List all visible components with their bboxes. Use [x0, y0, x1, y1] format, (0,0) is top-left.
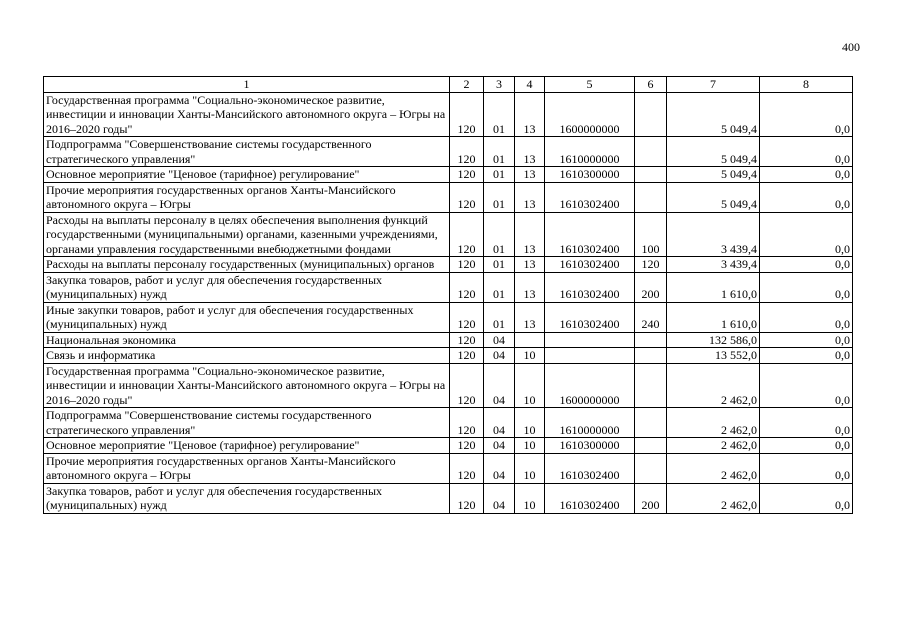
- admin-code-cell: 120: [450, 363, 484, 408]
- admin-code-cell: 120: [450, 167, 484, 183]
- subsection-cell: 13: [515, 182, 545, 212]
- section-cell: 04: [484, 332, 515, 348]
- amount-cell: 1 610,0: [667, 272, 760, 302]
- section-cell: 04: [484, 363, 515, 408]
- admin-code-cell: 120: [450, 483, 484, 513]
- amount-cell: 2 462,0: [667, 453, 760, 483]
- target-article-cell: 1610300000: [545, 438, 635, 454]
- amount-change-cell: 0,0: [760, 483, 853, 513]
- header-cell: 7: [667, 77, 760, 93]
- admin-code-cell: 120: [450, 257, 484, 273]
- amount-cell: 5 049,4: [667, 92, 760, 137]
- table-body: [44, 77, 853, 514]
- admin-code-cell: 120: [450, 348, 484, 364]
- table-row: [44, 483, 853, 513]
- page-number: 400: [842, 40, 860, 54]
- header-cell: 6: [635, 77, 667, 93]
- row-description-cell: Основное мероприятие "Ценовое (тарифное) регулирование": [44, 167, 450, 183]
- amount-cell: 1 610,0: [667, 302, 760, 332]
- subsection-cell: 13: [515, 212, 545, 257]
- amount-change-cell: 0,0: [760, 408, 853, 438]
- target-article-cell: 1610302400: [545, 182, 635, 212]
- subsection-cell: 10: [515, 363, 545, 408]
- expense-type-cell: [635, 137, 667, 167]
- admin-code-cell: 120: [450, 453, 484, 483]
- header-cell: 4: [515, 77, 545, 93]
- target-article-cell: 1610000000: [545, 137, 635, 167]
- target-article-cell: 1610302400: [545, 483, 635, 513]
- expense-type-cell: [635, 438, 667, 454]
- admin-code-cell: 120: [450, 212, 484, 257]
- table-row: [44, 272, 853, 302]
- table-row: [44, 408, 853, 438]
- row-description-cell: Национальная экономика: [44, 332, 450, 348]
- section-cell: 04: [484, 453, 515, 483]
- section-cell: 01: [484, 272, 515, 302]
- row-description-cell: Подпрограмма "Совершенствование системы государственного стратегического управления": [44, 408, 450, 438]
- admin-code-cell: 120: [450, 272, 484, 302]
- target-article-cell: 1610300000: [545, 167, 635, 183]
- amount-cell: 3 439,4: [667, 212, 760, 257]
- table-row: [44, 332, 853, 348]
- expense-type-cell: 200: [635, 272, 667, 302]
- amount-change-cell: 0,0: [760, 438, 853, 454]
- table-row: [44, 212, 853, 257]
- row-description-cell: Расходы на выплаты персоналу в целях обеспечения выполнения функций государственными (муниципальными) органами, казенными учреждениями, органами управления государственными внебюджетными фондами: [44, 212, 450, 257]
- section-cell: 01: [484, 302, 515, 332]
- expense-type-cell: [635, 348, 667, 364]
- budget-table: [43, 76, 853, 514]
- amount-cell: 13 552,0: [667, 348, 760, 364]
- target-article-cell: 1610302400: [545, 257, 635, 273]
- expense-type-cell: [635, 332, 667, 348]
- section-cell: 04: [484, 408, 515, 438]
- table-row: [44, 182, 853, 212]
- subsection-cell: 13: [515, 92, 545, 137]
- header-cell: 2: [450, 77, 484, 93]
- expense-type-cell: [635, 92, 667, 137]
- amount-change-cell: 0,0: [760, 257, 853, 273]
- section-cell: 01: [484, 167, 515, 183]
- table-row: [44, 257, 853, 273]
- amount-change-cell: 0,0: [760, 363, 853, 408]
- target-article-cell: 1610302400: [545, 302, 635, 332]
- target-article-cell: 1610302400: [545, 212, 635, 257]
- amount-change-cell: 0,0: [760, 332, 853, 348]
- table-row: [44, 363, 853, 408]
- row-description-cell: Подпрограмма "Совершенствование системы государственного стратегического управления": [44, 137, 450, 167]
- subsection-cell: 10: [515, 453, 545, 483]
- table-row: [44, 348, 853, 364]
- row-description-cell: Иные закупки товаров, работ и услуг для обеспечения государственных (муниципальных) нужд: [44, 302, 450, 332]
- admin-code-cell: 120: [450, 302, 484, 332]
- subsection-cell: 10: [515, 483, 545, 513]
- section-cell: 04: [484, 348, 515, 364]
- section-cell: 01: [484, 212, 515, 257]
- amount-cell: 5 049,4: [667, 182, 760, 212]
- target-article-cell: [545, 332, 635, 348]
- section-cell: 01: [484, 257, 515, 273]
- row-description-cell: Прочие мероприятия государственных органов Ханты-Мансийского автономного округа – Югры: [44, 182, 450, 212]
- subsection-cell: [515, 332, 545, 348]
- row-description-cell: Закупка товаров, работ и услуг для обеспечения государственных (муниципальных) нужд: [44, 272, 450, 302]
- expense-type-cell: [635, 363, 667, 408]
- table-header-row: [44, 77, 853, 93]
- amount-change-cell: 0,0: [760, 302, 853, 332]
- target-article-cell: 1610000000: [545, 408, 635, 438]
- section-cell: 04: [484, 438, 515, 454]
- expense-type-cell: [635, 408, 667, 438]
- table-row: [44, 167, 853, 183]
- amount-cell: 2 462,0: [667, 438, 760, 454]
- table-row: [44, 438, 853, 454]
- amount-cell: 5 049,4: [667, 137, 760, 167]
- amount-change-cell: 0,0: [760, 137, 853, 167]
- table-row: [44, 302, 853, 332]
- target-article-cell: 1610302400: [545, 453, 635, 483]
- header-cell: 5: [545, 77, 635, 93]
- amount-cell: 5 049,4: [667, 167, 760, 183]
- amount-change-cell: 0,0: [760, 92, 853, 137]
- row-description-cell: Государственная программа "Социально-экономическое развитие, инвестиции и инновации Ханты-Мансийского автономного округа – Югры на 2016–2020 годы": [44, 92, 450, 137]
- amount-cell: 132 586,0: [667, 332, 760, 348]
- admin-code-cell: 120: [450, 408, 484, 438]
- admin-code-cell: 120: [450, 182, 484, 212]
- amount-change-cell: 0,0: [760, 167, 853, 183]
- row-description-cell: Основное мероприятие "Ценовое (тарифное) регулирование": [44, 438, 450, 454]
- target-article-cell: [545, 348, 635, 364]
- table-row: [44, 453, 853, 483]
- amount-change-cell: 0,0: [760, 272, 853, 302]
- amount-change-cell: 0,0: [760, 212, 853, 257]
- row-description-cell: Связь и информатика: [44, 348, 450, 364]
- target-article-cell: 1610302400: [545, 272, 635, 302]
- amount-change-cell: 0,0: [760, 182, 853, 212]
- subsection-cell: 13: [515, 272, 545, 302]
- row-description-cell: Расходы на выплаты персоналу государственных (муниципальных) органов: [44, 257, 450, 273]
- expense-type-cell: 200: [635, 483, 667, 513]
- table-row: [44, 137, 853, 167]
- header-cell: 3: [484, 77, 515, 93]
- amount-change-cell: 0,0: [760, 453, 853, 483]
- section-cell: 01: [484, 92, 515, 137]
- section-cell: 04: [484, 483, 515, 513]
- subsection-cell: 10: [515, 408, 545, 438]
- amount-cell: 2 462,0: [667, 363, 760, 408]
- header-cell: 1: [44, 77, 450, 93]
- subsection-cell: 13: [515, 302, 545, 332]
- expense-type-cell: [635, 167, 667, 183]
- expense-type-cell: [635, 453, 667, 483]
- expense-type-cell: [635, 182, 667, 212]
- admin-code-cell: 120: [450, 137, 484, 167]
- row-description-cell: Государственная программа "Социально-экономическое развитие, инвестиции и инновации Ханты-Мансийского автономного округа – Югры на 2016–2020 годы": [44, 363, 450, 408]
- subsection-cell: 10: [515, 438, 545, 454]
- subsection-cell: 13: [515, 167, 545, 183]
- subsection-cell: 10: [515, 348, 545, 364]
- subsection-cell: 13: [515, 137, 545, 167]
- section-cell: 01: [484, 182, 515, 212]
- table-row: [44, 92, 853, 137]
- admin-code-cell: 120: [450, 92, 484, 137]
- expense-type-cell: 240: [635, 302, 667, 332]
- admin-code-cell: 120: [450, 438, 484, 454]
- row-description-cell: Закупка товаров, работ и услуг для обеспечения государственных (муниципальных) нужд: [44, 483, 450, 513]
- amount-cell: 2 462,0: [667, 483, 760, 513]
- expense-type-cell: 120: [635, 257, 667, 273]
- subsection-cell: 13: [515, 257, 545, 273]
- target-article-cell: 1600000000: [545, 92, 635, 137]
- header-cell: 8: [760, 77, 853, 93]
- row-description-cell: Прочие мероприятия государственных органов Ханты-Мансийского автономного округа – Югры: [44, 453, 450, 483]
- expense-type-cell: 100: [635, 212, 667, 257]
- amount-change-cell: 0,0: [760, 348, 853, 364]
- amount-cell: 2 462,0: [667, 408, 760, 438]
- section-cell: 01: [484, 137, 515, 167]
- target-article-cell: 1600000000: [545, 363, 635, 408]
- admin-code-cell: 120: [450, 332, 484, 348]
- amount-cell: 3 439,4: [667, 257, 760, 273]
